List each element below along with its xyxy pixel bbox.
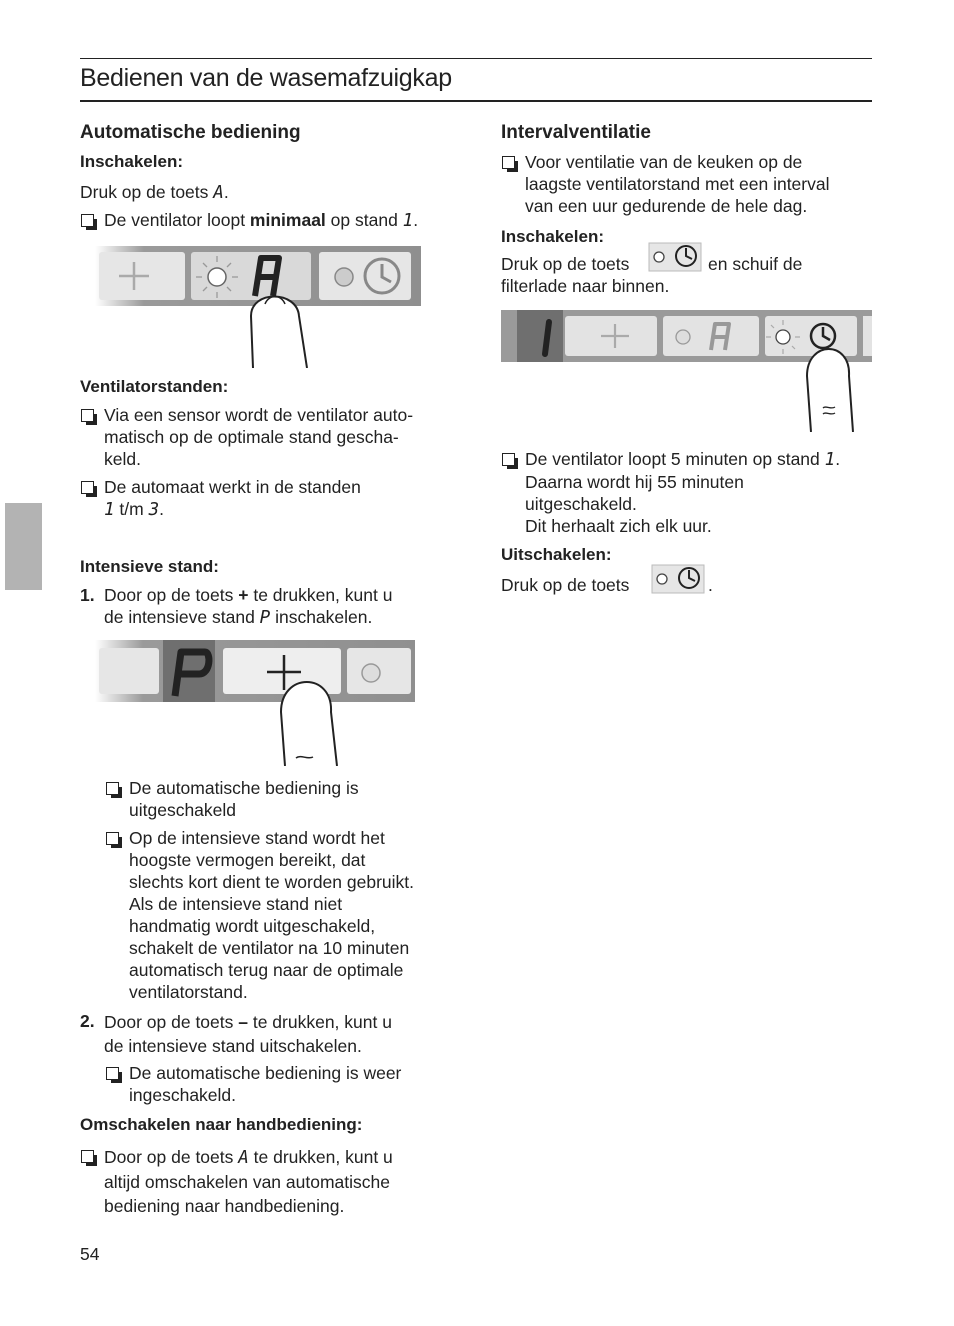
line: van een uur gedurende de hele dag. (525, 196, 808, 216)
label-ventilatorstanden: Ventilatorstanden: (80, 377, 229, 396)
text: . (835, 449, 841, 469)
line: laagste ventilatorstand met een interval (525, 174, 830, 194)
step-1-text (104, 584, 392, 629)
line: automatisch terug naar de optimale (129, 960, 404, 980)
text: inschakelen. (270, 607, 373, 627)
sub-bullet-2 (129, 827, 414, 1003)
line (104, 584, 392, 606)
omschakelen-text (104, 1145, 393, 1218)
line: Via een sensor wordt de ventilator auto- (104, 405, 414, 425)
bullet-bold: minimaal (249, 210, 326, 230)
text: De ventilator loopt 5 minuten op stand (525, 449, 825, 469)
uitschakelen-end: . (708, 575, 713, 595)
text: te drukken, kunt u (248, 1147, 393, 1167)
line: Voor ventilatie van de keuken op de (525, 152, 803, 172)
label-inschakelen: Inschakelen: (80, 152, 183, 171)
illustration-auto-button (95, 244, 421, 368)
top-rule (80, 58, 872, 59)
bullet-text: op stand (325, 210, 403, 230)
stand-symbol: 1 (104, 500, 115, 520)
section-tab (5, 503, 42, 590)
heading-intervalventilatie: Intervalventilatie (501, 122, 651, 143)
line (104, 498, 361, 521)
line (104, 1145, 393, 1170)
text: Door op de toets (104, 1012, 239, 1032)
line: matisch op de optimale stand gescha- (104, 427, 399, 447)
minus-symbol: – (238, 1012, 248, 1032)
bullet-end: . (413, 210, 419, 230)
line: hoogste vermogen bereikt, dat (129, 850, 366, 870)
checkbox-bullet (81, 481, 94, 494)
checkbox-bullet (81, 1150, 94, 1163)
step-2-text (104, 1010, 392, 1058)
auto-symbol: A (238, 1148, 249, 1168)
checkbox-bullet (81, 409, 94, 422)
label-omschakelen: Omschakelen naar handbediening: (80, 1115, 363, 1134)
label-inschakelen-right: Inschakelen: (501, 227, 604, 246)
step-2-number: 2. (80, 1011, 95, 1031)
interval-bullet-1 (525, 151, 829, 217)
druk-text: Druk op de toets (80, 182, 209, 202)
line: handmatig wordt uitgeschakeld, (129, 916, 376, 936)
intensive-symbol: P (259, 608, 271, 628)
line (525, 448, 840, 471)
line (104, 606, 392, 629)
line: Daarna wordt hij 55 minuten (525, 472, 744, 492)
stand-symbol: 1 (824, 450, 836, 470)
timer-button-icon (648, 242, 702, 272)
druk-timer-instruction (501, 253, 629, 275)
line: altijd omschakelen van automatische (104, 1172, 390, 1192)
text: Druk op de toets (501, 254, 630, 274)
line: bediening naar handbediening. (104, 1196, 345, 1216)
title-underline (80, 100, 872, 102)
heading-automatische-bediening: Automatische bediening (80, 122, 301, 143)
line: ventilatorstand. (129, 982, 248, 1002)
line: Als de intensieve stand niet (129, 894, 343, 914)
line: Dit herhaalt zich elk uur. (525, 516, 712, 536)
checkbox-bullet (502, 156, 515, 169)
text: te drukken, kunt u (248, 585, 393, 605)
line: De automaat werkt in de standen (104, 477, 361, 497)
druk-timer-instruction-b: en schuif de (708, 254, 803, 274)
text: Door op de toets (104, 585, 239, 605)
checkbox-bullet (81, 214, 94, 227)
line: ingeschakeld. (129, 1085, 237, 1105)
line: slechts kort dient te worden gebruikt. (129, 872, 415, 892)
text: . (159, 499, 164, 519)
vent-bullet-1 (104, 404, 413, 470)
druk-end: . (223, 182, 229, 202)
checkbox-bullet (106, 1067, 119, 1080)
timer-button-icon (651, 564, 705, 594)
checkbox-bullet (502, 453, 515, 466)
text: t/m (114, 499, 149, 519)
checkbox-bullet (106, 782, 119, 795)
page-title: Bedienen van de wasemafzuigkap (80, 64, 452, 92)
line: schakelt de ventilator na 10 minuten (129, 938, 410, 958)
step-1-number: 1. (80, 585, 95, 605)
interval-bullet-2 (525, 448, 840, 537)
illustration-plus-button (95, 640, 415, 766)
line: keld. (104, 449, 141, 469)
label-intensieve-stand: Intensieve stand: (80, 557, 219, 576)
page-number: 54 (80, 1244, 100, 1264)
bullet-text: De ventilator loopt (104, 210, 250, 230)
text: Door op de toets (104, 1147, 239, 1167)
line: Op de intensieve stand wordt het (129, 828, 385, 848)
uitschakelen-text: Druk op de toets (501, 575, 630, 595)
line: De automatische bediening is (129, 778, 359, 798)
line (104, 1010, 392, 1034)
line: uitgeschakeld (129, 800, 237, 820)
sub-bullet-3 (129, 1062, 401, 1106)
checkbox-bullet (106, 832, 119, 845)
illustration-timer-button (501, 310, 872, 432)
sub-bullet-1 (129, 777, 359, 821)
vent-bullet-2 (104, 476, 361, 521)
druk-timer-line2: filterlade naar binnen. (501, 276, 670, 296)
text: de intensieve stand (104, 607, 260, 627)
text: te drukken, kunt u (247, 1012, 392, 1032)
druk-instruction (80, 181, 229, 204)
line: De automatische bediening is weer (129, 1063, 402, 1083)
label-uitschakelen: Uitschakelen: (501, 545, 612, 564)
stand-symbol: 1 (402, 211, 414, 231)
plus-symbol: + (238, 585, 249, 605)
stand-symbol: 3 (148, 500, 160, 520)
line: uitgeschakeld. (525, 494, 637, 514)
line: de intensieve stand uitschakelen. (104, 1036, 362, 1056)
bullet-minimaal (104, 209, 418, 232)
auto-symbol: A (213, 183, 224, 203)
